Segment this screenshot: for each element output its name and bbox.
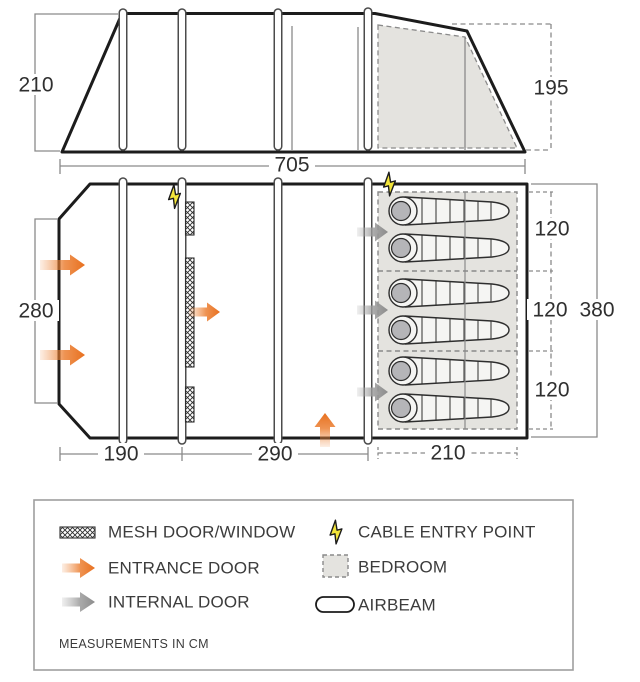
bedroom-section-3-value: 120 bbox=[534, 378, 570, 402]
mesh-strip bbox=[186, 202, 195, 235]
mesh-door-window-icon bbox=[60, 527, 95, 538]
dimension-bottom-lengths bbox=[60, 442, 517, 466]
mesh-strip bbox=[186, 387, 195, 422]
measurements-note: MEASUREMENTS IN CM bbox=[59, 637, 209, 651]
floorplan-airbeam-poles bbox=[119, 178, 372, 444]
elevation-airbeam-poles bbox=[119, 8, 372, 150]
airbeam-pole bbox=[178, 178, 186, 444]
legend bbox=[34, 500, 573, 670]
dimension-bedroom-sections bbox=[527, 184, 620, 437]
airbeam-pole bbox=[364, 8, 372, 150]
legend-label-airbeam: AIRBEAM bbox=[358, 595, 436, 615]
dimension-elevation-height-left bbox=[13, 14, 118, 151]
bedroom-total-width-value: 380 bbox=[579, 298, 615, 322]
legend-label-internal: INTERNAL DOOR bbox=[108, 592, 250, 612]
elevation-bedroom-area bbox=[378, 25, 517, 148]
front-section-length-value: 190 bbox=[103, 442, 139, 466]
airbeam-pole bbox=[178, 9, 186, 150]
airbeam-pole bbox=[119, 178, 127, 444]
airbeam-pole bbox=[274, 9, 282, 150]
dimension-floorplan-width bbox=[13, 219, 59, 403]
floorplan-width-value: 280 bbox=[18, 299, 54, 323]
legend-label-mesh: MESH DOOR/WINDOW bbox=[108, 522, 296, 542]
elevation-height-left-value: 210 bbox=[18, 73, 54, 97]
legend-label-bedroom: BEDROOM bbox=[358, 557, 448, 577]
middle-section-length-value: 290 bbox=[257, 442, 293, 466]
entrance-door-arrow bbox=[315, 413, 336, 447]
bedroom-area bbox=[378, 192, 517, 429]
airbeam-icon bbox=[316, 597, 354, 612]
bedroom-length-value: 210 bbox=[430, 441, 466, 465]
entrance-door-arrow bbox=[40, 255, 85, 276]
bedroom-section-2-value: 120 bbox=[532, 298, 568, 322]
entrance-door-arrow bbox=[40, 345, 85, 366]
bedroom-section-1-value: 120 bbox=[534, 217, 570, 241]
legend-label-entrance: ENTRANCE DOOR bbox=[108, 558, 260, 578]
bedroom-icon bbox=[323, 555, 348, 577]
airbeam-pole bbox=[119, 9, 127, 150]
side-elevation-view bbox=[13, 8, 574, 177]
legend-label-cable: CABLE ENTRY POINT bbox=[358, 522, 536, 542]
airbeam-pole bbox=[274, 178, 282, 444]
floorplan-view bbox=[13, 171, 620, 465]
dimension-total-length bbox=[60, 154, 525, 177]
total-length-value: 705 bbox=[274, 153, 310, 177]
elevation-height-right-value: 195 bbox=[533, 76, 569, 100]
